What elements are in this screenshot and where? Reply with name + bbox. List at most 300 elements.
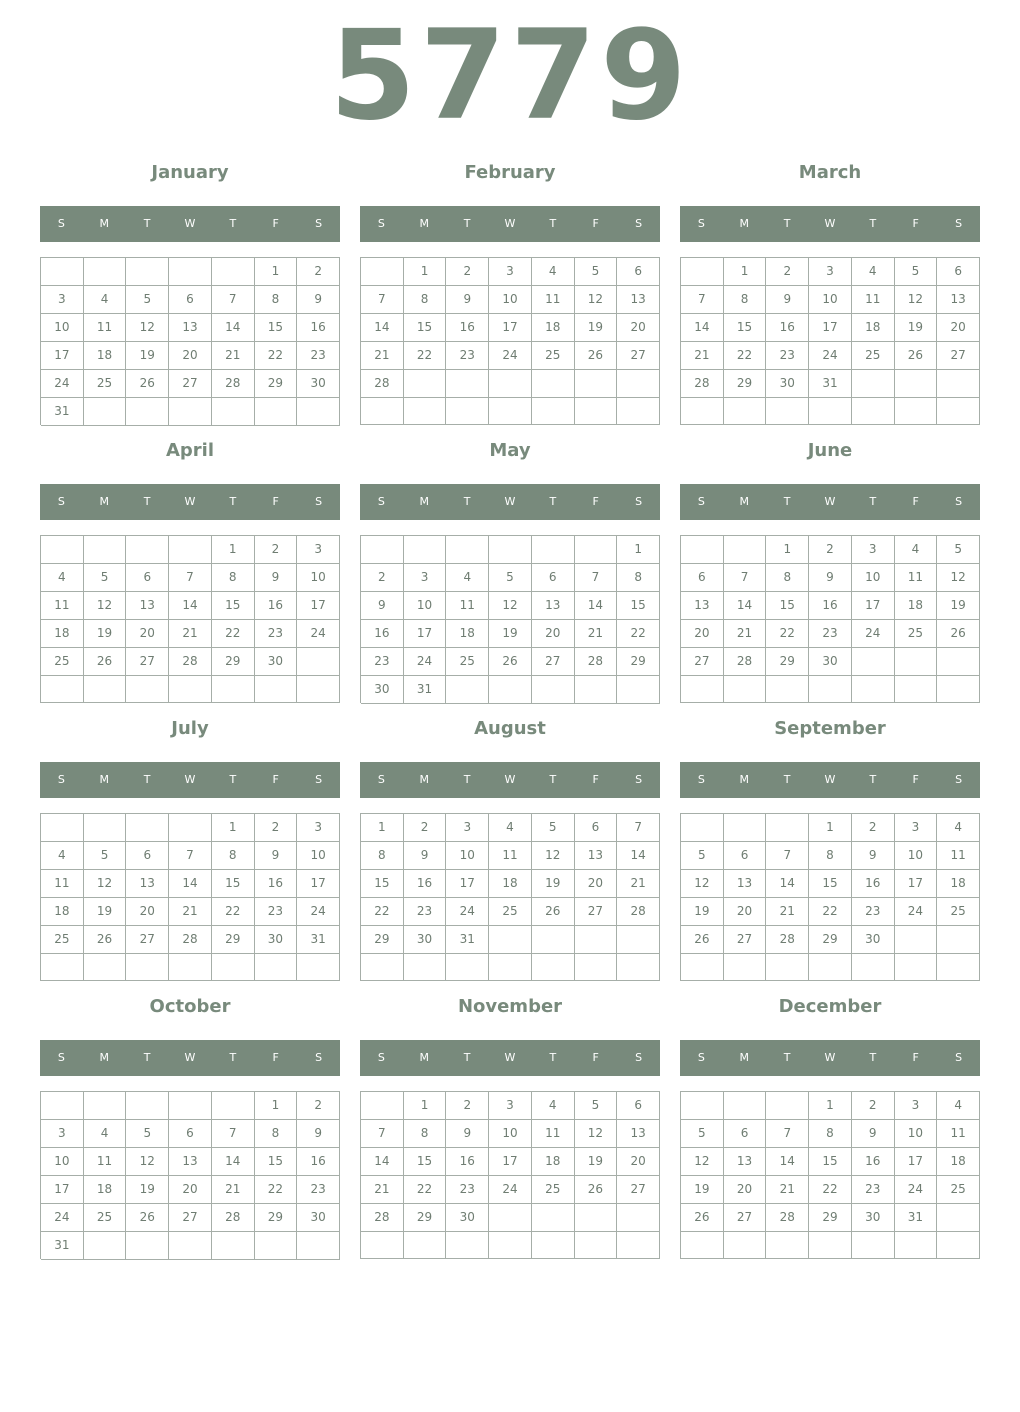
day-cell: 21: [212, 1176, 255, 1204]
day-cell: 7: [766, 1120, 809, 1148]
day-cell: 6: [126, 842, 169, 870]
day-cell: 23: [852, 1176, 895, 1204]
day-cell: 26: [575, 342, 618, 370]
month-name: October: [149, 996, 231, 1017]
empty-day-cell: [532, 370, 575, 398]
weekday-label: W: [504, 1051, 516, 1064]
weekday-label: T: [783, 495, 791, 508]
empty-day-cell: [852, 1232, 895, 1259]
day-cell: 29: [255, 1204, 298, 1232]
day-cell: 12: [84, 870, 127, 898]
empty-day-cell: [617, 676, 660, 704]
day-cell: 19: [681, 1176, 724, 1204]
weekday-label: F: [592, 217, 599, 230]
day-grid: [360, 813, 660, 981]
empty-day-cell: [895, 648, 938, 676]
weekday-label: W: [824, 217, 836, 230]
day-cell: 12: [895, 286, 938, 314]
day-cell: 23: [852, 898, 895, 926]
empty-day-cell: [404, 954, 447, 981]
day-cell: 28: [766, 1204, 809, 1232]
day-cell: 25: [84, 1204, 127, 1232]
weekday-label: W: [184, 1051, 196, 1064]
empty-day-cell: [169, 814, 212, 842]
day-cell: 28: [212, 1204, 255, 1232]
day-cell: 24: [297, 620, 340, 648]
day-cell: 8: [361, 842, 404, 870]
weekday-label: T: [229, 1051, 237, 1064]
day-cell: 15: [255, 314, 298, 342]
empty-day-cell: [255, 676, 298, 703]
day-cell: 13: [169, 314, 212, 342]
weekday-label: M: [739, 773, 750, 786]
day-cell: 30: [404, 926, 447, 954]
day-cell: 17: [404, 620, 447, 648]
weekday-label: T: [783, 217, 791, 230]
empty-day-cell: [681, 258, 724, 286]
empty-day-cell: [84, 676, 127, 703]
empty-day-cell: [84, 1092, 127, 1120]
weekday-label: W: [504, 495, 516, 508]
day-cell: 17: [895, 870, 938, 898]
day-cell: 30: [766, 370, 809, 398]
weekday-label: T: [463, 1051, 471, 1064]
day-cell: 18: [446, 620, 489, 648]
day-cell: 2: [255, 814, 298, 842]
day-cell: 21: [681, 342, 724, 370]
day-cell: 4: [532, 258, 575, 286]
weekday-label: W: [824, 773, 836, 786]
weekday-label: F: [272, 1051, 279, 1064]
day-cell: 5: [575, 258, 618, 286]
day-cell: 18: [937, 870, 980, 898]
day-cell: 19: [895, 314, 938, 342]
day-cell: 13: [617, 286, 660, 314]
empty-day-cell: [169, 536, 212, 564]
day-cell: 21: [766, 898, 809, 926]
day-cell: 27: [724, 926, 767, 954]
day-cell: 24: [852, 620, 895, 648]
weekday-header: [360, 484, 660, 520]
empty-day-cell: [766, 814, 809, 842]
empty-day-cell: [169, 1092, 212, 1120]
day-cell: 13: [937, 286, 980, 314]
day-cell: 5: [575, 1092, 618, 1120]
day-cell: 27: [126, 926, 169, 954]
day-cell: 20: [126, 620, 169, 648]
day-cell: 7: [724, 564, 767, 592]
empty-day-cell: [84, 258, 127, 286]
empty-day-cell: [895, 676, 938, 703]
day-cell: 24: [489, 342, 532, 370]
day-cell: 17: [809, 314, 852, 342]
day-cell: 28: [617, 898, 660, 926]
day-cell: 30: [255, 926, 298, 954]
day-cell: 9: [446, 286, 489, 314]
weekday-header: [360, 206, 660, 242]
day-cell: 14: [212, 1148, 255, 1176]
weekday-label: S: [697, 773, 705, 786]
day-cell: 26: [84, 648, 127, 676]
empty-day-cell: [809, 954, 852, 981]
day-cell: 8: [255, 1120, 298, 1148]
day-cell: 24: [41, 1204, 84, 1232]
weekday-label: F: [912, 1051, 919, 1064]
day-cell: 9: [809, 564, 852, 592]
day-cell: 10: [852, 564, 895, 592]
empty-day-cell: [489, 926, 532, 954]
day-cell: 8: [809, 842, 852, 870]
day-cell: 9: [766, 286, 809, 314]
day-cell: 2: [446, 1092, 489, 1120]
day-cell: 26: [126, 1204, 169, 1232]
empty-day-cell: [852, 370, 895, 398]
empty-day-cell: [766, 954, 809, 981]
weekday-label: M: [99, 1051, 110, 1064]
weekday-label: S: [697, 495, 705, 508]
day-cell: 11: [852, 286, 895, 314]
day-cell: 21: [361, 342, 404, 370]
day-cell: 27: [681, 648, 724, 676]
day-cell: 22: [809, 898, 852, 926]
empty-day-cell: [255, 954, 298, 981]
day-cell: 28: [169, 648, 212, 676]
day-cell: 17: [446, 870, 489, 898]
weekday-label: S: [57, 1051, 65, 1064]
day-cell: 11: [937, 1120, 980, 1148]
day-grid: [680, 535, 980, 703]
weekday-label: S: [955, 217, 963, 230]
day-cell: 25: [937, 898, 980, 926]
day-cell: 5: [681, 842, 724, 870]
day-cell: 14: [361, 1148, 404, 1176]
weekday-label: T: [463, 217, 471, 230]
day-cell: 16: [809, 592, 852, 620]
empty-day-cell: [617, 398, 660, 425]
weekday-label: S: [377, 217, 385, 230]
day-cell: 6: [169, 1120, 212, 1148]
day-cell: 4: [489, 814, 532, 842]
day-cell: 7: [361, 1120, 404, 1148]
day-cell: 25: [532, 342, 575, 370]
day-cell: 27: [169, 1204, 212, 1232]
day-cell: 17: [41, 342, 84, 370]
empty-day-cell: [937, 370, 980, 398]
empty-day-cell: [169, 258, 212, 286]
day-cell: 12: [126, 1148, 169, 1176]
weekday-label: F: [912, 217, 919, 230]
empty-day-cell: [126, 1232, 169, 1260]
weekday-label: F: [272, 495, 279, 508]
day-cell: 18: [895, 592, 938, 620]
empty-day-cell: [297, 1232, 340, 1260]
day-cell: 4: [84, 286, 127, 314]
empty-day-cell: [361, 1232, 404, 1259]
empty-day-cell: [404, 370, 447, 398]
empty-day-cell: [681, 1092, 724, 1120]
day-cell: 6: [169, 286, 212, 314]
day-cell: 9: [446, 1120, 489, 1148]
empty-day-cell: [681, 536, 724, 564]
weekday-label: T: [549, 1051, 557, 1064]
day-cell: 2: [446, 258, 489, 286]
empty-day-cell: [446, 398, 489, 425]
day-cell: 15: [766, 592, 809, 620]
weekday-label: M: [419, 773, 430, 786]
day-cell: 3: [489, 1092, 532, 1120]
empty-day-cell: [809, 1232, 852, 1259]
day-cell: 28: [575, 648, 618, 676]
weekday-label: F: [912, 773, 919, 786]
weekday-label: T: [783, 1051, 791, 1064]
day-cell: 5: [84, 842, 127, 870]
day-cell: 19: [126, 342, 169, 370]
day-cell: 27: [617, 342, 660, 370]
day-cell: 21: [169, 620, 212, 648]
empty-day-cell: [361, 536, 404, 564]
empty-day-cell: [766, 1092, 809, 1120]
day-cell: 30: [446, 1204, 489, 1232]
day-cell: 27: [575, 898, 618, 926]
empty-day-cell: [126, 258, 169, 286]
weekday-label: T: [783, 773, 791, 786]
day-cell: 23: [446, 1176, 489, 1204]
day-cell: 4: [446, 564, 489, 592]
empty-day-cell: [41, 1092, 84, 1120]
empty-day-cell: [212, 1092, 255, 1120]
day-cell: 6: [937, 258, 980, 286]
day-cell: 7: [617, 814, 660, 842]
day-cell: 20: [532, 620, 575, 648]
day-grid: [680, 1091, 980, 1259]
day-cell: 20: [617, 314, 660, 342]
day-cell: 10: [809, 286, 852, 314]
day-cell: 22: [724, 342, 767, 370]
weekday-label: W: [184, 495, 196, 508]
day-cell: 23: [361, 648, 404, 676]
day-cell: 28: [361, 1204, 404, 1232]
month-name: June: [807, 440, 853, 461]
day-cell: 15: [617, 592, 660, 620]
day-cell: 13: [169, 1148, 212, 1176]
day-cell: 15: [361, 870, 404, 898]
day-cell: 10: [297, 842, 340, 870]
day-cell: 2: [297, 1092, 340, 1120]
day-cell: 31: [41, 398, 84, 426]
weekday-label: T: [549, 495, 557, 508]
day-cell: 14: [169, 592, 212, 620]
weekday-label: M: [99, 495, 110, 508]
day-cell: 12: [681, 870, 724, 898]
empty-day-cell: [212, 258, 255, 286]
day-cell: 7: [361, 286, 404, 314]
weekday-header: [40, 762, 340, 798]
weekday-label: F: [912, 495, 919, 508]
empty-day-cell: [766, 398, 809, 425]
empty-day-cell: [126, 1092, 169, 1120]
day-cell: 19: [126, 1176, 169, 1204]
day-cell: 7: [169, 564, 212, 592]
day-cell: 4: [532, 1092, 575, 1120]
empty-day-cell: [895, 1232, 938, 1259]
weekday-label: W: [504, 217, 516, 230]
weekday-label: W: [824, 495, 836, 508]
day-cell: 1: [255, 258, 298, 286]
empty-day-cell: [446, 536, 489, 564]
day-cell: 11: [41, 592, 84, 620]
day-cell: 13: [575, 842, 618, 870]
empty-day-cell: [446, 370, 489, 398]
day-cell: 27: [724, 1204, 767, 1232]
weekday-label: F: [592, 773, 599, 786]
day-cell: 20: [126, 898, 169, 926]
day-cell: 29: [809, 1204, 852, 1232]
empty-day-cell: [41, 536, 84, 564]
empty-day-cell: [446, 954, 489, 981]
empty-day-cell: [212, 954, 255, 981]
weekday-label: T: [229, 217, 237, 230]
weekday-label: F: [592, 495, 599, 508]
day-cell: 25: [852, 342, 895, 370]
day-cell: 9: [361, 592, 404, 620]
day-cell: 23: [297, 1176, 340, 1204]
day-cell: 4: [895, 536, 938, 564]
day-cell: 16: [852, 870, 895, 898]
day-cell: 16: [255, 592, 298, 620]
day-cell: 20: [617, 1148, 660, 1176]
day-cell: 12: [575, 1120, 618, 1148]
empty-day-cell: [84, 814, 127, 842]
empty-day-cell: [681, 814, 724, 842]
day-cell: 1: [809, 814, 852, 842]
day-cell: 29: [212, 648, 255, 676]
weekday-label: W: [504, 773, 516, 786]
day-cell: 19: [84, 620, 127, 648]
day-cell: 14: [681, 314, 724, 342]
empty-day-cell: [126, 814, 169, 842]
day-cell: 20: [724, 1176, 767, 1204]
empty-day-cell: [617, 1232, 660, 1259]
day-cell: 26: [575, 1176, 618, 1204]
day-cell: 13: [681, 592, 724, 620]
weekday-label: T: [143, 1051, 151, 1064]
month-name: July: [171, 718, 209, 739]
month-name: March: [798, 162, 862, 183]
month-name: August: [474, 718, 546, 739]
day-cell: 8: [724, 286, 767, 314]
day-cell: 2: [297, 258, 340, 286]
weekday-label: S: [955, 495, 963, 508]
weekday-header: [680, 1040, 980, 1076]
empty-day-cell: [681, 398, 724, 425]
day-cell: 31: [297, 926, 340, 954]
empty-day-cell: [532, 954, 575, 981]
day-cell: 25: [41, 926, 84, 954]
weekday-label: M: [419, 217, 430, 230]
empty-day-cell: [532, 1232, 575, 1259]
weekday-label: W: [824, 1051, 836, 1064]
day-cell: 22: [404, 342, 447, 370]
day-cell: 22: [361, 898, 404, 926]
empty-day-cell: [617, 1204, 660, 1232]
day-cell: 15: [809, 870, 852, 898]
weekday-label: T: [869, 1051, 877, 1064]
empty-day-cell: [84, 954, 127, 981]
empty-day-cell: [895, 954, 938, 981]
day-cell: 18: [41, 898, 84, 926]
day-cell: 1: [361, 814, 404, 842]
day-cell: 6: [617, 1092, 660, 1120]
day-cell: 31: [895, 1204, 938, 1232]
day-cell: 12: [126, 314, 169, 342]
empty-day-cell: [255, 1232, 298, 1260]
day-cell: 4: [41, 564, 84, 592]
day-cell: 16: [255, 870, 298, 898]
day-cell: 3: [446, 814, 489, 842]
day-cell: 9: [404, 842, 447, 870]
day-cell: 16: [446, 1148, 489, 1176]
day-cell: 11: [84, 314, 127, 342]
weekday-label: S: [955, 773, 963, 786]
empty-day-cell: [937, 1232, 980, 1259]
day-cell: 1: [809, 1092, 852, 1120]
weekday-label: S: [315, 217, 323, 230]
empty-day-cell: [212, 398, 255, 426]
day-cell: 29: [617, 648, 660, 676]
empty-day-cell: [575, 954, 618, 981]
day-cell: 24: [489, 1176, 532, 1204]
day-cell: 3: [809, 258, 852, 286]
day-cell: 1: [724, 258, 767, 286]
empty-day-cell: [724, 954, 767, 981]
day-cell: 29: [766, 648, 809, 676]
empty-day-cell: [126, 398, 169, 426]
day-cell: 3: [852, 536, 895, 564]
empty-day-cell: [895, 370, 938, 398]
day-cell: 12: [489, 592, 532, 620]
day-cell: 1: [212, 536, 255, 564]
weekday-label: M: [419, 495, 430, 508]
day-cell: 8: [404, 1120, 447, 1148]
day-cell: 26: [126, 370, 169, 398]
day-cell: 21: [575, 620, 618, 648]
day-cell: 15: [212, 870, 255, 898]
day-cell: 3: [489, 258, 532, 286]
empty-day-cell: [126, 676, 169, 703]
day-cell: 4: [84, 1120, 127, 1148]
day-cell: 13: [532, 592, 575, 620]
day-cell: 18: [852, 314, 895, 342]
empty-day-cell: [361, 954, 404, 981]
empty-day-cell: [852, 398, 895, 425]
day-cell: 7: [212, 286, 255, 314]
empty-day-cell: [895, 398, 938, 425]
day-cell: 5: [532, 814, 575, 842]
day-cell: 18: [532, 314, 575, 342]
empty-day-cell: [809, 398, 852, 425]
day-cell: 22: [766, 620, 809, 648]
year-title: 5779: [329, 4, 691, 148]
day-cell: 28: [681, 370, 724, 398]
day-cell: 9: [297, 286, 340, 314]
empty-day-cell: [212, 1232, 255, 1260]
day-cell: 22: [212, 898, 255, 926]
day-cell: 19: [575, 1148, 618, 1176]
empty-day-cell: [724, 676, 767, 703]
weekday-label: S: [697, 1051, 705, 1064]
day-cell: 22: [617, 620, 660, 648]
weekday-label: T: [549, 217, 557, 230]
